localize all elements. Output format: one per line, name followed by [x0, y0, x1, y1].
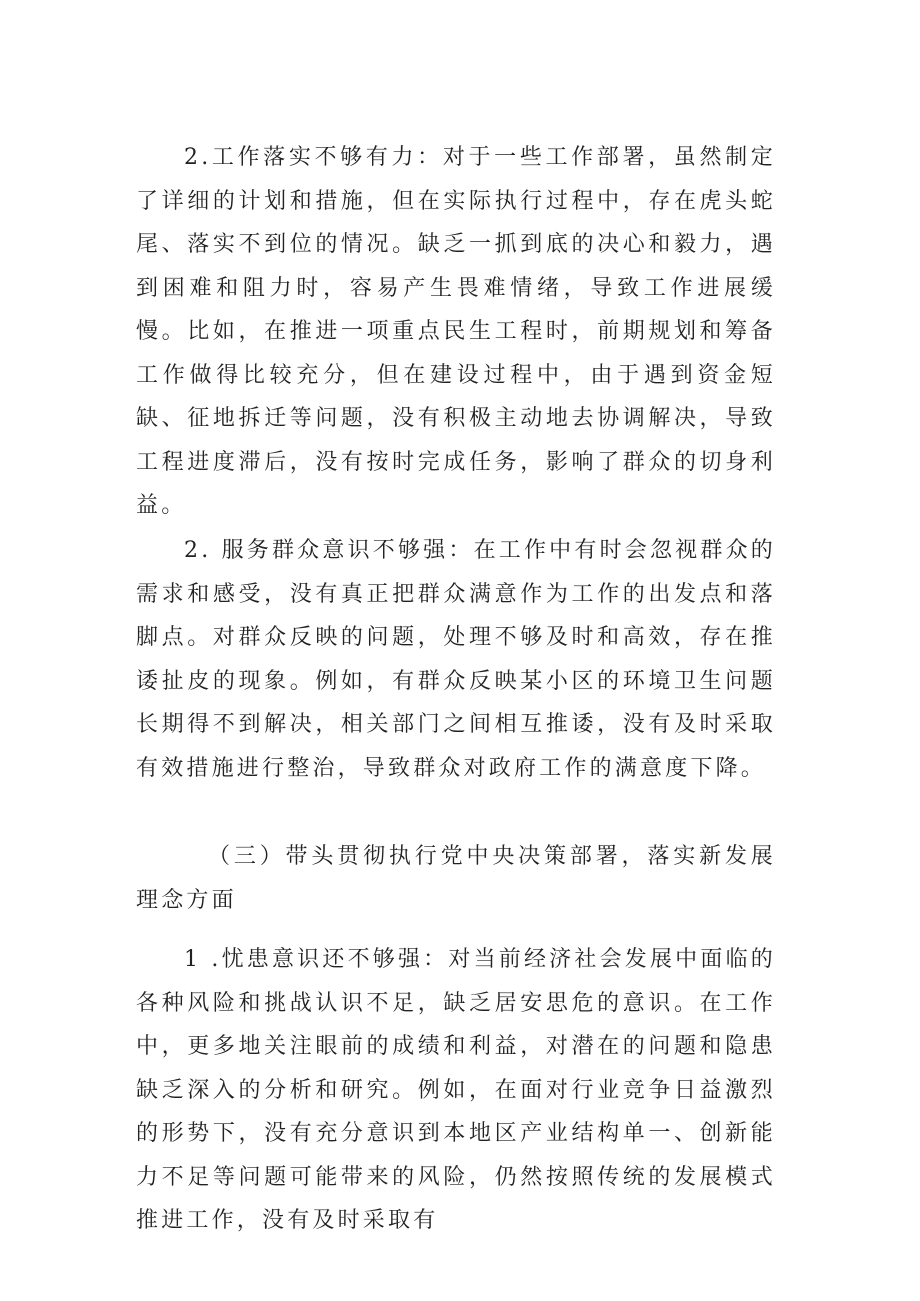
paragraph-work-implementation: 2.工作落实不够有力：对于一些工作部署，虽然制定了详细的计划和措施，但在实际执行过程中，存在虎头蛇尾、落实不到位的情况。缺乏一抓到底的决心和毅力，遇到困难和阻力时，容易产生畏难情绪，导致工作进展缓慢。比如，在推进一项重点民生工程时，前期规划和筹备工作做得比较充分，但在建设过程中，由于遇到资金短缺、征地拆迁等问题，没有积极主动地去协调解决，导致工程进度滞后，没有按时完成任务，影响了群众的切身利益。 [136, 145, 776, 518]
section-heading-three: （三）带头贯彻执行党中央决策部署，落实新发展理念方面 [136, 844, 776, 913]
paragraph-serving-masses: 2. 服务群众意识不够强：在工作中有时会忽视群众的需求和感受，没有真正把群众满意作为工作的出发点和落脚点。对群众反映的问题，处理不够及时和高效，存在推诿扯皮的现象。例如，有群众反映某小区的环境卫生问题长期得不到解决，相关部门之间相互推诿，没有及时采取有效措施进行整治，导致群众对政府工作的满意度下降。 [136, 538, 776, 781]
paragraph-risk-awareness: 1 .忧患意识还不够强：对当前经济社会发展中面临的各种风险和挑战认识不足，缺乏居安思危的意识。在工作中，更多地关注眼前的成绩和利益，对潜在的问题和隐患缺乏深入的分析和研究。例如，在面对行业竞争日益激烈的形势下，没有充分意识到本地区产业结构单一、创新能力不足等问题可能带来的风险，仍然按照传统的发展模式推进工作，没有及时采取有 [136, 947, 776, 1233]
